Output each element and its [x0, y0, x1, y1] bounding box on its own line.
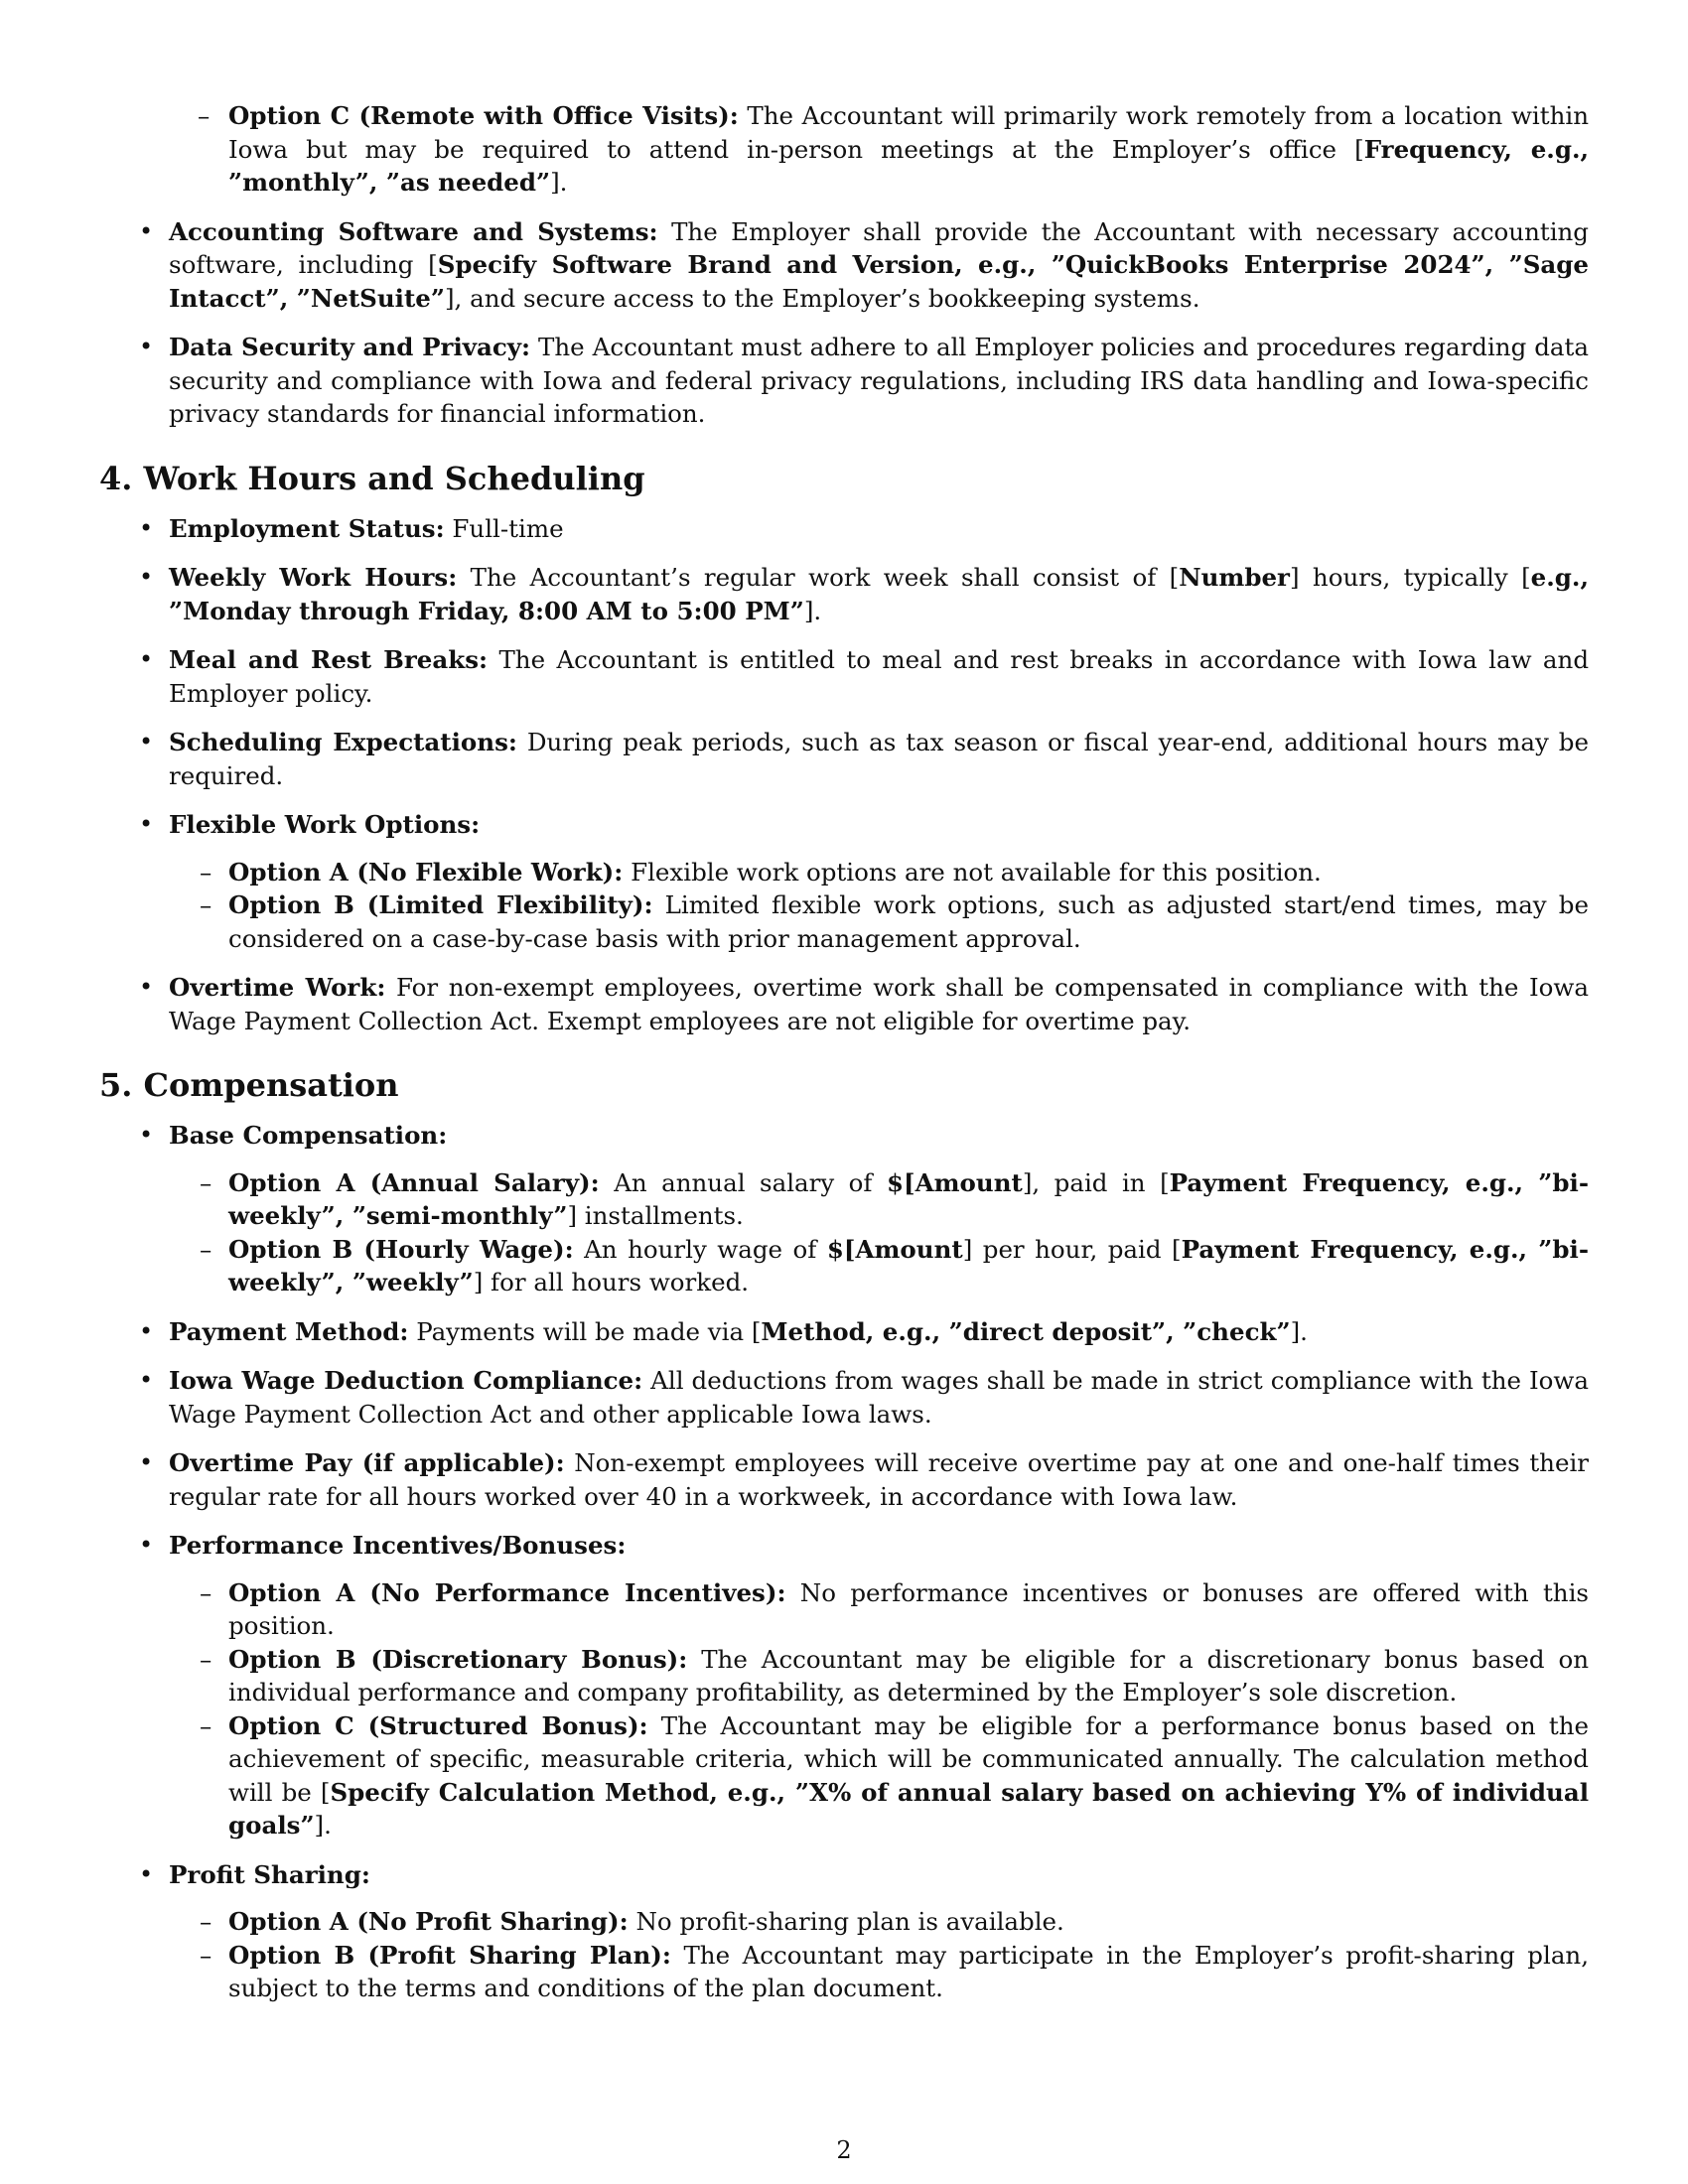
perf-option-a: – Option A (No Performance Incentives): No performance incentives or bonuses are offered with this position. — [169, 1576, 1589, 1643]
section-5-heading: 5. Compensation — [99, 1066, 399, 1104]
scheduling-item: • Scheduling Expectations: During peak periods, such as tax season or fiscal year-end, additional hours may be required. — [99, 726, 1589, 792]
overtime-pay-item: • Overtime Pay (if applicable): Non-exempt employees will receive overtime pay at one and one-half times their regular rate for all hours worked over 40 in a workweek, in accordance with Iowa law. — [99, 1446, 1589, 1513]
base-option-b: – Option B (Hourly Wage): An hourly wage of $[Amount] per hour, paid [Payment Frequency, e.g., ”bi-weekly”, ”weekly”] for all hours worked. — [169, 1233, 1589, 1299]
performance-bonus-item: • Performance Incentives/Bonuses: – Option A (No Performance Incentives): No performance incentives or bonuses are offered with this position. – Option B (Discretionary Bonus): The Accountant may be eligible for a discretionary bonus based on individual performance and company profitability, as determined by the Employer’s sole discretion. – Option C (Structured Bonus): The Accountant may be eligible for a performance bonus based on the achievement of specific, measurable criteria, which will be communicated annually. The calculation method will be [Specify Calculation Method, e.g., ”X% of annual salary based on achieving Y% of individual goals”]. — [99, 1529, 1589, 1843]
base-compensation-item: • Base Compensation: – Option A (Annual Salary): An annual salary of $[Amount], paid in [Payment Frequency, e.g., ”bi-weekly”, ”semi-monthly”] installments. – Option B (Hourly Wage): An hourly wage of $[Amount] per hour, paid [Payment Frequency, e.g., ”bi-weekly”, ”weekly”] for all hours worked. — [99, 1119, 1589, 1299]
page-number: 2 — [836, 2136, 852, 2164]
base-option-a: – Option A (Annual Salary): An annual salary of $[Amount], paid in [Payment Frequency, e.g., ”bi-weekly”, ”semi-monthly”] installments. — [169, 1166, 1589, 1233]
section-4-heading: 4. Work Hours and Scheduling — [99, 459, 645, 497]
overtime-work-item: • Overtime Work: For non-exempt employees, overtime work shall be compensated in compliance with the Iowa Wage Payment Collection Act. Exempt employees are not eligible for overtime pay. — [99, 971, 1589, 1037]
wage-deduction-item: • Iowa Wage Deduction Compliance: All deductions from wages shall be made in strict compliance with the Iowa Wage Payment Collection Act and other applicable Iowa laws. — [99, 1364, 1589, 1431]
profit-option-a: – Option A (No Profit Sharing): No profit-sharing plan is available. — [169, 1905, 1589, 1939]
software-item: • Accounting Software and Systems: The Employer shall provide the Accountant with necessary accounting software, including [Specify Software Brand and Version, e.g., ”QuickBooks Enterprise 2024”, ”Sage Intacct”, ”NetSuite”], and secure access to the Employer’s bookkeeping systems. — [99, 215, 1589, 316]
employment-status-item: • Employment Status: Full-time — [99, 512, 1589, 546]
profit-options-list — [169, 1905, 1589, 2005]
breaks-item: • Meal and Rest Breaks: The Accountant is entitled to meal and rest breaks in accordance with Iowa law and Employer policy. — [99, 643, 1589, 710]
flexible-options-list — [169, 856, 1589, 956]
option-c-list — [99, 99, 1589, 200]
data-security-item: • Data Security and Privacy: The Accountant must adhere to all Employer policies and procedures regarding data security and compliance with Iowa and federal privacy regulations, including IRS data handling and Iowa-specific privacy standards for financial information. — [99, 331, 1589, 431]
flexible-work-item: • Flexible Work Options: – Option A (No Flexible Work): Flexible work options are not available for this position. – Option B (Limited Flexibility): Limited flexible work options, such as adjusted start/end times, may be considered on a case-by-case basis with prior management approval. — [99, 808, 1589, 955]
weekly-hours-item: • Weekly Work Hours: The Accountant’s regular work week shall consist of [Number] hours, typically [e.g., ”Monday through Friday, 8:00 AM to 5:00 PM”]. — [99, 561, 1589, 627]
payment-method-item: • Payment Method: Payments will be made via [Method, e.g., ”direct deposit”, ”check”]. — [99, 1315, 1589, 1349]
document-page — [99, 99, 1589, 2021]
performance-options-list — [169, 1576, 1589, 1843]
option-c-remote-item: – Option C (Remote with Office Visits): The Accountant will primarily work remotely from a location within Iowa but may be required to attend in-person meetings at the Employer’s office [Frequency, e.g., ”monthly”, ”as needed”]. — [228, 99, 1589, 200]
profit-sharing-item: • Profit Sharing: – Option A (No Profit Sharing): No profit-sharing plan is available. – Option B (Profit Sharing Plan): The Accountant may participate in the Employer’s profit-sharing plan, subject to the terms and conditions of the plan document. — [99, 1858, 1589, 2005]
section-5-list — [99, 1119, 1589, 2005]
perf-option-c: – Option C (Structured Bonus): The Accountant may be eligible for a performance bonus based on the achievement of specific, measurable criteria, which will be communicated annually. The calculation method will be [Specify Calculation Method, e.g., ”X% of annual salary based on achieving Y% of individual goals”]. — [169, 1709, 1589, 1843]
section-4-list — [99, 512, 1589, 1038]
flex-option-a: – Option A (No Flexible Work): Flexible work options are not available for this position. — [169, 856, 1589, 889]
flex-option-b: – Option B (Limited Flexibility): Limited flexible work options, such as adjusted start/end times, may be considered on a case-by-case basis with prior management approval. — [169, 888, 1589, 955]
workplace-list — [99, 215, 1589, 431]
profit-option-b: – Option B (Profit Sharing Plan): The Accountant may participate in the Employer’s profit-sharing plan, subject to the terms and conditions of the plan document. — [169, 1939, 1589, 2005]
base-options-list — [169, 1166, 1589, 1299]
perf-option-b: – Option B (Discretionary Bonus): The Accountant may be eligible for a discretionary bonus based on individual performance and company profitability, as determined by the Employer’s sole discretion. — [169, 1643, 1589, 1709]
